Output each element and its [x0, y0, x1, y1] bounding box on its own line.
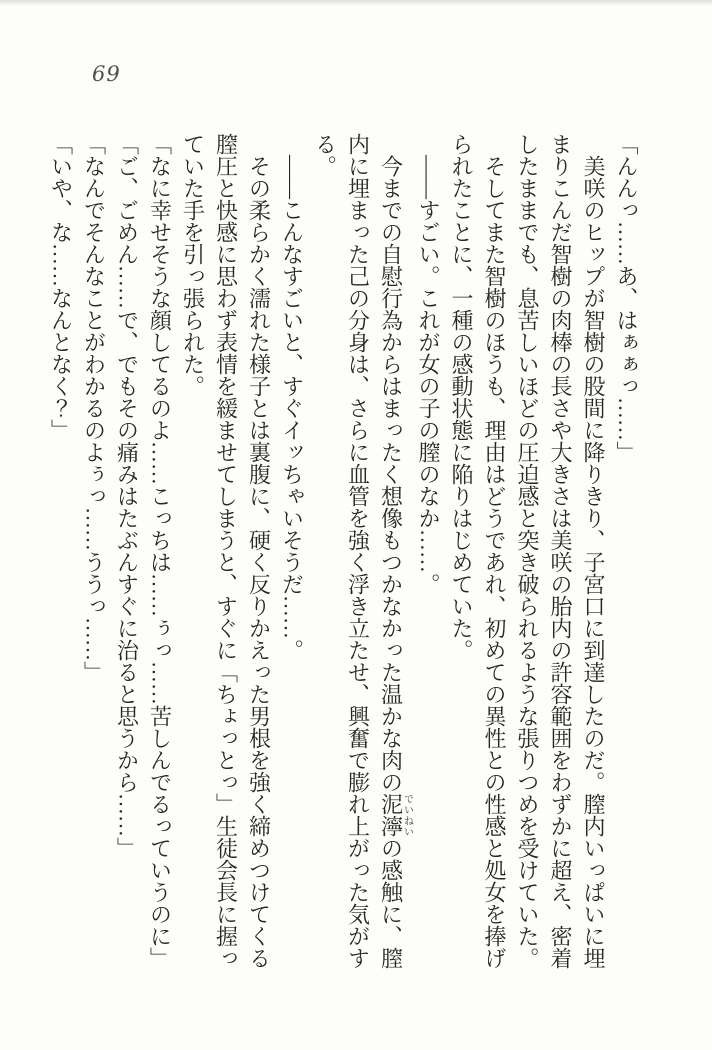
ruby-annotated-word: 泥濘でいねい [378, 793, 413, 837]
paragraph: 「なんでそんなことがわかるのよぅっ……ううっ……」 [81, 133, 107, 683]
paragraph: 美咲のヒップが智樹の股間に降りきり、子宮口に到達したのだ。膣内いっぱいに埋まりこんだ智樹の肉棒の長さや大きさは美咲の胎内の許容範囲をわずかに超え、密着したままでも、息苦しいほどの圧迫感と突き破られるような張りつめを受けていた。 [515, 133, 606, 969]
paragraph: ——すごい。これが女の子の膣のなか……。 [416, 155, 441, 595]
text-block [45, 133, 644, 981]
paragraph: 「んんっ……あ、はぁぁっ……」 [614, 133, 639, 463]
paragraph: そしてまた智樹のほうも、理由はどうであれ、初めての異性との性感と処女を捧げられたことに、一種の感動状態に陥りはじめていた。 [449, 133, 507, 969]
paragraph: 「なに幸せそうな顔してるのよ……こっちは……ぅっ……苦しんでるっていうのに」 [147, 133, 173, 969]
paragraph: ——こんなすごいと、すぐイッちゃいそうだ……。 [279, 155, 305, 661]
paragraph: 今までの自慰行為からはまったく想像もつかなかった温かな肉の泥濘でいねいの感触に、膣内に埋まった己の分身は、さらに血管を強く浮き立たせ、興奮で膨れ上がった気がする。 [312, 133, 413, 969]
paragraph: 「ご、ごめん……で、でもその痛みはたぶんすぐに治ると思うから……」 [114, 133, 140, 859]
paragraph: その柔らかく濡れた様子とは裏腹に、硬く反りかえった男根を強く締めつけてくる膣圧と快感に思わず表情を緩ませてしまうと、すぐに「ちょっとっ」生徒会長に握っていた手を引っ張られた。 [180, 133, 272, 969]
page-number: 69 [92, 62, 121, 86]
paragraph: 「いや、な……なんとなく？」 [48, 133, 74, 441]
